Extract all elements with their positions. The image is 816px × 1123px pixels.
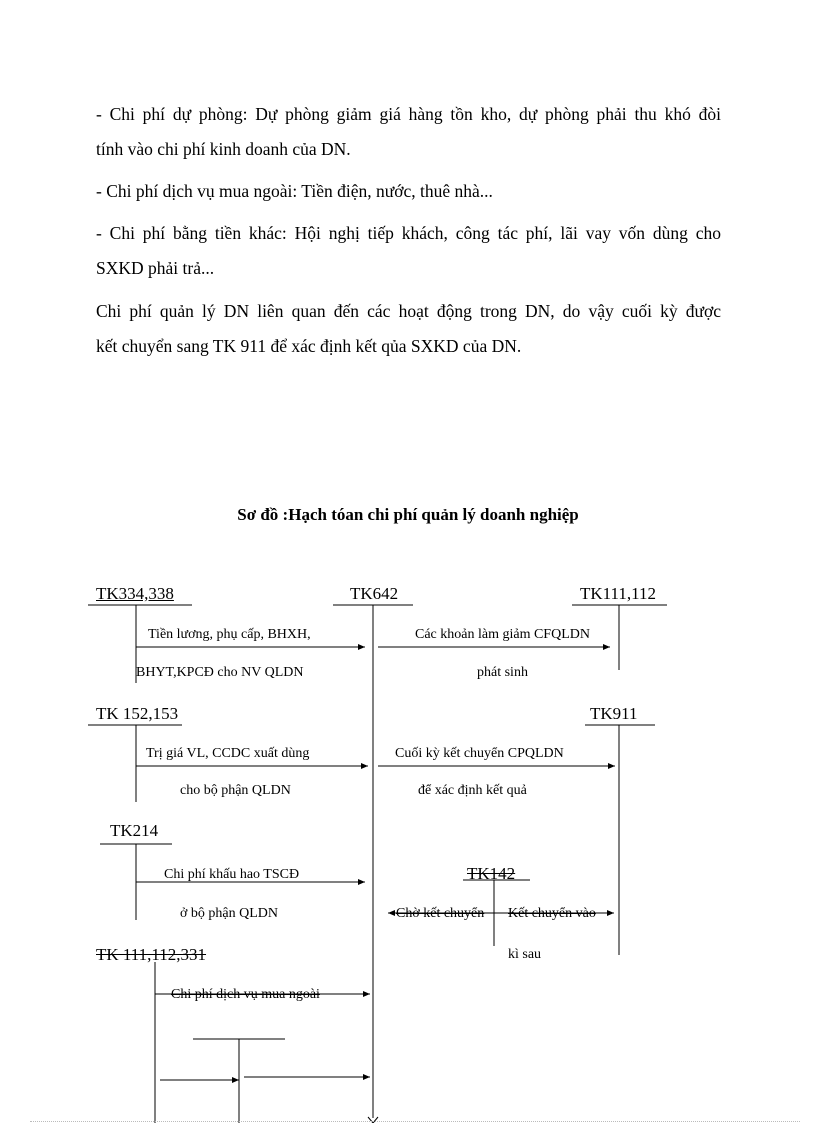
entry-depreciation-line2: ở bộ phận QLDN — [180, 906, 278, 921]
entry-closing-line2: để xác định kết quả — [418, 783, 527, 798]
entry-materials-line1: Trị giá VL, CCDC xuất dùng — [146, 746, 310, 761]
account-tk642: TK642 — [350, 584, 399, 603]
entry-salary-line1: Tiền lương, phụ cấp, BHXH, — [148, 627, 311, 642]
entry-pending-transfer: Chờ kết chuyển — [396, 906, 485, 921]
account-tk152: TK 152,153 — [96, 704, 179, 723]
entry-reductions-line2: phát sinh — [477, 665, 528, 680]
paragraph-other-cash-line1: - Chi phí bằng tiền khác: Hội nghị tiếp khách, công tác phí, lãi vay vốn dùng cho — [96, 223, 721, 243]
paragraph-outsourced-services: - Chi phí dịch vụ mua ngoài: Tiền điện, nước, thuê nhà... — [96, 181, 493, 201]
diagram-title: Sơ đồ :Hạch tóan chi phí quản lý doanh nghiệp — [237, 505, 579, 524]
account-tk334: TK334,338 — [96, 584, 174, 603]
entry-closing-line1: Cuối kỳ kết chuyển CPQLDN — [395, 746, 564, 761]
paragraph-summary-line2: kết chuyển sang TK 911 để xác định kết qủa SXKD của DN. — [96, 336, 522, 356]
entry-salary-line2: BHYT,KPCĐ cho NV QLDN — [136, 665, 304, 680]
account-tk911: TK911 — [590, 704, 638, 723]
paragraph-provision-line2: tính vào chi phí kinh doanh của DN. — [96, 139, 351, 159]
paragraph-provision-line1: - Chi phí dự phòng: Dự phòng giảm giá hàng tồn kho, dự phòng phải thu khó đòi — [96, 104, 721, 124]
entry-outsourced: Chi phí dịch vụ mua ngoài — [171, 987, 320, 1002]
entry-next-period: kì sau — [508, 947, 542, 962]
account-tk111-112: TK111,112 — [580, 584, 657, 603]
account-tk214: TK214 — [110, 821, 159, 840]
entry-materials-line2: cho bộ phận QLDN — [180, 783, 291, 798]
account-tk111-331: TK 111,112,331 — [96, 945, 207, 964]
entry-transfer-next: Kết chuyển vào — [508, 906, 596, 921]
page-bottom-divider — [30, 1121, 800, 1122]
entry-depreciation-line1: Chi phí khấu hao TSCĐ — [164, 867, 300, 882]
paragraph-other-cash-line2: SXKD phải trả... — [96, 258, 215, 278]
entry-reductions-line1: Các khoản làm giảm CFQLDN — [415, 627, 590, 642]
paragraph-summary-line1: Chi phí quản lý DN liên quan đến các hoạt động trong DN, do vậy cuối kỳ được — [96, 301, 721, 321]
account-tk142: TK142 — [467, 864, 516, 883]
